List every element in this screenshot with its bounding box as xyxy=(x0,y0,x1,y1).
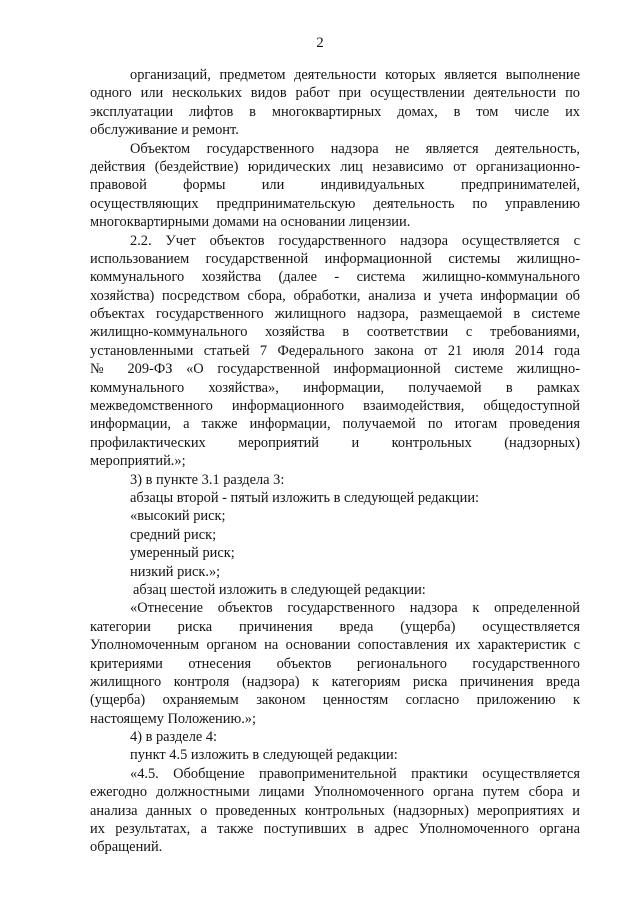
text-line: абзацы второй - пятый изложить в следующей редакции: xyxy=(130,489,480,506)
text-line: жилищного контроля (надзора) к категориям риска причинения вреда xyxy=(90,673,580,690)
text-line: информации, а также информации, получаемой по итогам проведения xyxy=(90,416,580,433)
text-line: мероприятий.»; xyxy=(90,453,186,470)
text-line: 2.2. Учет объектов государственного надзора осуществляется с xyxy=(130,232,580,249)
text-line: использованием государственной информационной системы жилищно- xyxy=(90,250,580,267)
text-line: хозяйства) посредством сбора, обработки, анализа и учета информации об xyxy=(90,287,580,304)
text-line: осуществляющих предпринимательскую деятельность по управлению xyxy=(90,195,580,212)
text-line: «Отнесение объектов государственного надзора к определенной xyxy=(130,600,580,617)
text-line: 3) в пункте 3.1 раздела 3: xyxy=(130,471,285,488)
text-line: низкий риск.»; xyxy=(130,563,221,580)
text-line: Объектом государственного надзора не является деятельность, xyxy=(130,140,580,157)
text-line: настоящему Положению.»; xyxy=(90,710,256,727)
text-line: абзац шестой изложить в следующей редакции: xyxy=(133,581,426,598)
text-line: № 209-ФЗ «О государственной информационной системе жилищно- xyxy=(90,361,580,378)
text-line: «высокий риск; xyxy=(130,508,226,525)
text-line: «4.5. Обобщение правоприменительной практики осуществляется xyxy=(130,765,580,782)
page-number: 2 xyxy=(316,35,324,51)
text-line: пункт 4.5 изложить в следующей редакции: xyxy=(130,747,398,764)
text-line: установленными статьей 7 Федерального закона от 21 июля 2014 года xyxy=(90,342,580,359)
text-line: обслуживание и ремонт. xyxy=(90,122,239,139)
text-line: анализа данных о проведенных контрольных (надзорных) мероприятиях и xyxy=(90,802,580,819)
text-line: действия (бездействие) юридических лиц независимо от организационно- xyxy=(90,158,580,175)
text-line: многоквартирными домами на основании лицензии. xyxy=(90,214,411,231)
text-line: критериями отнесения объектов регионального государственного xyxy=(90,655,580,672)
text-line: умеренный риск; xyxy=(130,545,235,562)
text-line: 4) в разделе 4: xyxy=(130,729,218,746)
text-line: коммунального хозяйства», информации, получаемой в рамках xyxy=(90,379,580,396)
text-line: эксплуатации лифтов в многоквартирных домах, в том числе их xyxy=(90,103,580,120)
text-line: правовой формы или индивидуальных предпринимателей, xyxy=(90,177,580,194)
text-line: профилактических мероприятий и контрольных (надзорных) xyxy=(90,434,580,451)
text-line: жилищно-коммунального хозяйства в соответствии с требованиями, xyxy=(90,324,580,341)
text-line: их результатах, а также поступивших в адрес Уполномоченного органа xyxy=(90,821,580,838)
text-line: организаций, предметом деятельности которых является выполнение xyxy=(130,67,580,83)
text-line: коммунального хозяйства (далее - система жилищно-коммунального xyxy=(90,269,580,286)
document-body xyxy=(90,66,580,857)
text-line: (ущерба) охраняемым законом ценностям согласно приложению к xyxy=(90,692,580,709)
text-line: межведомственного информационного взаимодействия, общедоступной xyxy=(90,398,580,415)
text-line: категории риска причинения вреда (ущерба) осуществляется xyxy=(90,618,580,635)
text-line: ежегодно должностными лицами Уполномоченного органа путем сбора и xyxy=(90,784,580,801)
text-line: одного или нескольких видов работ при осуществлении деятельности по xyxy=(90,85,580,102)
text-line: обращений. xyxy=(90,839,163,856)
text-line: средний риск; xyxy=(130,526,217,543)
text-line: объектах государственного жилищного надзора, размещаемой в системе xyxy=(90,306,580,323)
text-line: Уполномоченным органом на основании сопоставления их характеристик с xyxy=(90,637,580,654)
